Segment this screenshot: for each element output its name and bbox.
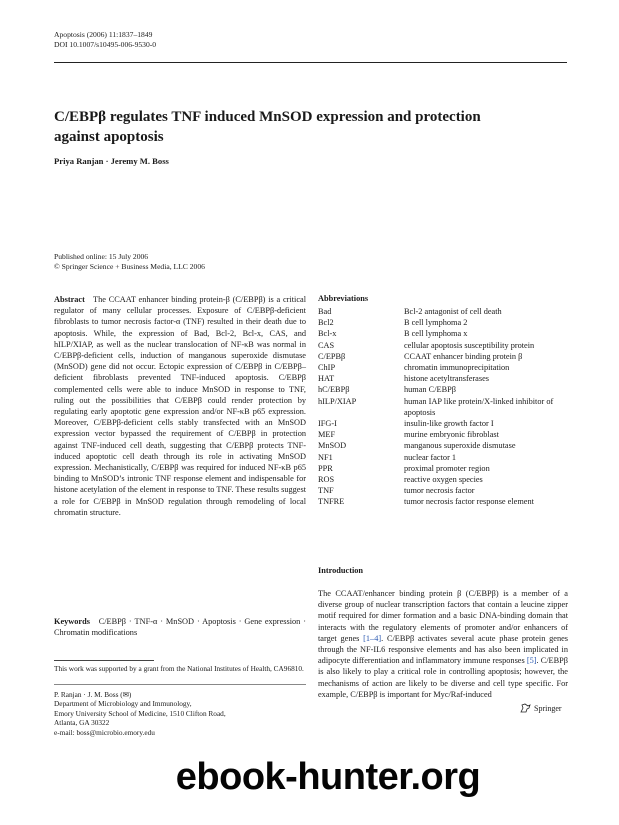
keywords-text: C/EBPβ · TNF-α · MnSOD · Apoptosis · Gene expression · Chromatin modifications — [54, 617, 306, 638]
abbreviation-row — [318, 463, 568, 474]
abstract-text: The CCAAT enhancer binding protein-β (C/EBPβ) is a critical regulator of many cellular processes. Exposure of C/EBPβ-deficient fibroblasts to tumor necrosis factor-α (TNF) resulted in their death due to apoptosis. While, the expression of Bad, Bcl-2, Bcl-x, CAS, and hILP/XIAP, as well as the nuclear translocation of NF-κB was normal in C/EBPβ-deficient cells, induction of manganous superoxide dismutase (MnSOD) gene did not occur. Ectopic expression of C/EBPβ in C/EBPβ–deficient fibroblasts prevented TNF-induced apoptosis. C/EBPβ complemented cells were able to induce MnSOD in response to TNF, ruling out the possibilities that C/EBPβ could render protection by regulating early apoptotic gene expression and/or NF-κB p65 expression. Moreover, C/EBPβ-deficient cells stably transfected with an MnSOD expression vector bypassed the requirement of C/EBPβ in protection against TNF-induced cell death, suggesting that C/EBPβ protects TNF-induced apoptotic cell death through its role in activating MnSOD expression. Mechanistically, C/EBPβ was required for induced NF-κB p65 binding to MnSOD’s intronic TNF response element and indispensable for histone acetylation of the element in response to TNF. These results suggest a role for C/EBPβ in MnSOD regulation through remodeling of local chromatin structure. — [54, 295, 306, 517]
publication-info — [54, 252, 205, 272]
abbreviation-definition: chromatin immunoprecipitation — [404, 363, 510, 373]
published-date: Published online: 15 July 2006 — [54, 252, 149, 261]
publisher-name: Springer — [534, 703, 562, 713]
abbreviation-row — [318, 440, 568, 451]
abbreviation-definition: insulin-like growth factor I — [404, 419, 494, 429]
abbreviation-definition: cellular apoptosis susceptibility protein — [404, 340, 535, 350]
abbreviation-term: TNFRE — [318, 497, 345, 507]
footnote-rule — [54, 660, 154, 661]
abbreviation-term: ROS — [318, 475, 335, 485]
abbreviation-definition: tumor necrosis factor response element — [404, 497, 534, 507]
abbreviation-term: MEF — [318, 430, 336, 440]
introduction-text — [318, 588, 568, 700]
affiliation — [54, 690, 306, 737]
abstract — [54, 294, 306, 518]
abbreviation-term: TNF — [318, 486, 334, 496]
abbreviation-row — [318, 418, 568, 429]
keywords-label: Keywords — [54, 617, 90, 626]
abbreviation-row — [318, 429, 568, 440]
citation-link[interactable]: [1–4] — [363, 633, 382, 643]
abbreviation-row — [318, 373, 568, 384]
abbreviation-row — [318, 384, 568, 395]
abbreviation-definition: nuclear factor 1 — [404, 452, 457, 462]
publisher-logo — [520, 703, 562, 713]
abbreviation-term: hC/EBPβ — [318, 385, 350, 395]
abbreviation-row — [318, 362, 568, 373]
abbreviation-row — [318, 306, 568, 317]
abbreviation-definition: manganous superoxide dismutase — [404, 441, 516, 451]
springer-horse-icon — [520, 703, 531, 713]
journal-citation: Apoptosis (2006) 11:1837–1849 — [54, 30, 153, 39]
abbreviation-term: PPR — [318, 463, 333, 473]
journal-header — [54, 30, 156, 50]
funding-note: This work was supported by a grant from the National Institutes of Health, CA96810. — [54, 664, 304, 673]
abbreviation-definition: histone acetyltransferases — [404, 374, 490, 384]
abstract-label: Abstract — [54, 295, 85, 304]
abbreviation-definition: human IAP like protein/X-linked inhibitor of apoptosis — [404, 396, 554, 417]
affiliation-names: P. Ranjan · J. M. Boss (✉) — [54, 690, 132, 699]
intro-part-3: . C/EBPβ is also likely to play a critical role in controlling apoptosis; however, the mechanisms of action are likely to be diverse and cell type specific. For example, C/EBPβ is important for Myc/Raf-induced — [318, 656, 568, 699]
abbreviation-row — [318, 328, 568, 339]
abbreviation-term: HAT — [318, 374, 335, 384]
copyright: © Springer Science + Business Media, LLC 2006 — [54, 262, 205, 271]
abbreviation-term: Bcl-x — [318, 329, 337, 339]
abbreviation-term: CAS — [318, 340, 335, 350]
abbreviation-row — [318, 340, 568, 351]
abbreviation-row — [318, 474, 568, 485]
affiliation-rule — [54, 684, 306, 685]
abbreviation-term: Bad — [318, 307, 332, 316]
abbreviation-definition: B cell lymphoma 2 — [404, 318, 468, 328]
abbreviation-row — [318, 351, 568, 362]
abbreviation-definition: tumor necrosis factor — [404, 486, 475, 496]
abbreviation-definition: CCAAT enhancer binding protein β — [404, 351, 523, 361]
introduction-heading: Introduction — [318, 566, 364, 575]
citation-link[interactable]: [5] — [526, 656, 537, 666]
article-title: C/EBPβ regulates TNF induced MnSOD expression and protection against apoptosis — [54, 109, 481, 145]
affiliation-dept: Department of Microbiology and Immunology, — [54, 699, 192, 709]
abbreviation-term: IFG-I — [318, 419, 337, 429]
keywords — [54, 616, 306, 638]
abbreviation-definition: murine embryonic fibroblast — [404, 430, 499, 440]
abbreviation-row — [318, 496, 568, 507]
watermark: ebook-hunter.org — [175, 756, 481, 798]
abbreviation-term: Bcl2 — [318, 318, 334, 328]
affiliation-email[interactable]: e-mail: boss@microbio.emory.edu — [54, 727, 155, 737]
abbreviation-term: hILP/XIAP — [318, 396, 357, 406]
abbreviation-definition: proximal promoter region — [404, 463, 490, 473]
abbreviation-definition: Bcl-2 antagonist of cell death — [404, 307, 502, 316]
abbreviation-definition: human C/EBPβ — [404, 385, 456, 395]
abbreviation-term: NF1 — [318, 452, 333, 462]
abbreviations-list — [318, 306, 568, 508]
abbreviation-definition: reactive oxygen species — [404, 475, 483, 485]
affiliation-city: Atlanta, GA 30322 — [54, 718, 110, 728]
header-rule — [54, 62, 567, 63]
abbreviation-row — [318, 485, 568, 496]
abbreviation-row — [318, 396, 568, 418]
abbreviations-heading: Abbreviations — [318, 294, 369, 303]
abbreviation-term: MnSOD — [318, 441, 347, 451]
author-list: Priya Ranjan · Jeremy M. Boss — [54, 156, 169, 166]
intro-part-2: . C/EBPβ activates several acute phase protein genes through the NF-IL6 responsive elements and has also been implicated in adipocyte differentiation and inflammatory immune responses — [318, 633, 569, 666]
journal-doi: DOI 10.1007/s10495-006-9530-0 — [54, 40, 157, 49]
abbreviation-row — [318, 452, 568, 463]
abbreviation-definition: B cell lymphoma x — [404, 329, 468, 339]
abbreviation-term: C/EPBβ — [318, 351, 346, 361]
affiliation-univ: Emory University School of Medicine, 1510 Clifton Road, — [54, 708, 226, 718]
abbreviation-term: ChIP — [318, 363, 336, 373]
abbreviation-row — [318, 317, 568, 328]
intro-part-1: The CCAAT/enhancer binding protein β (C/EBPβ) is a member of a diverse group of nuclear transcription factors that contain a leucine zipper motif required for dimer formation and a basic DNA-binding domain that interacts with the regulatory elements of promoter and/or enhancers of target genes — [318, 589, 568, 643]
